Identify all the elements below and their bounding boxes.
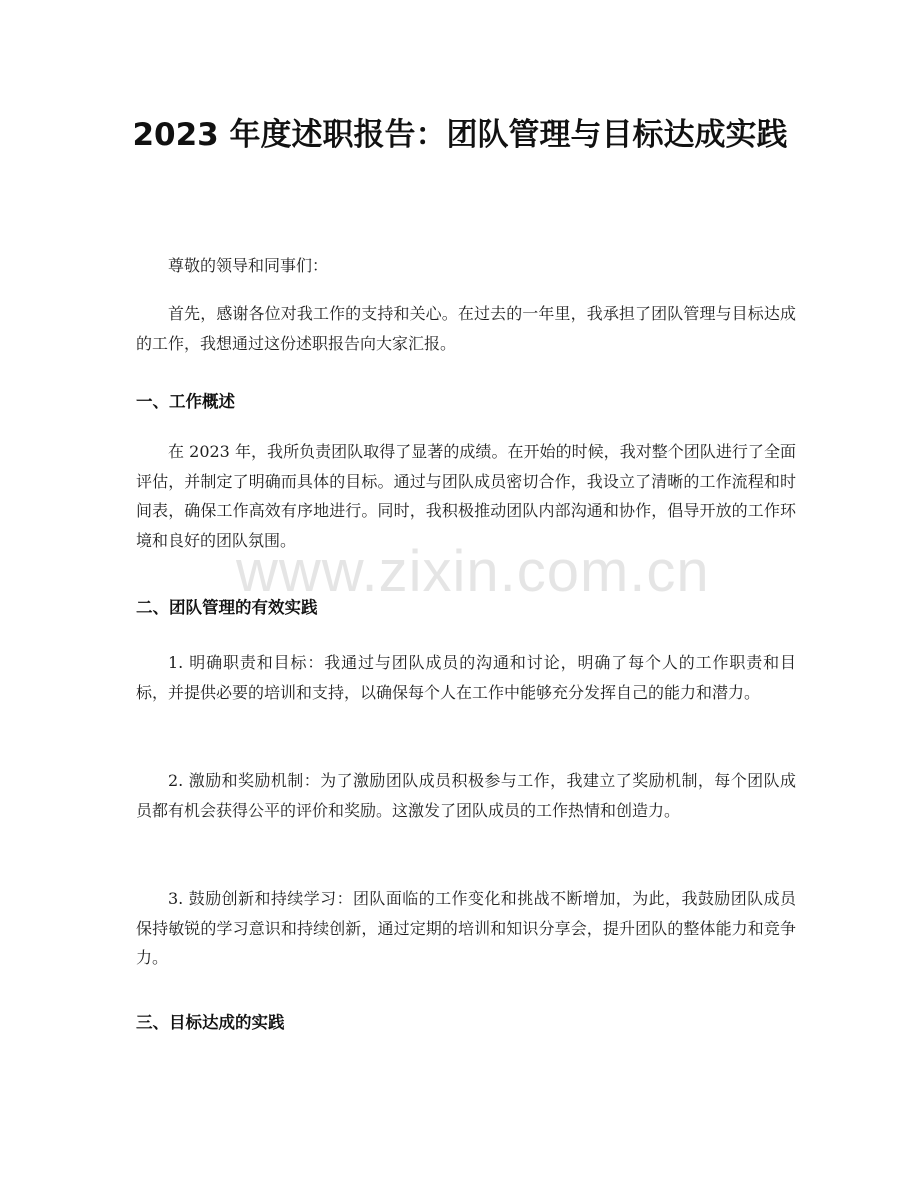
greeting: 尊敬的领导和同事们： xyxy=(168,256,329,275)
section-heading-overview: 一、工作概述 xyxy=(136,392,235,411)
list-item-innovation: 3. 鼓励创新和持续学习：团队面临的工作变化和挑战不断增加，为此，我鼓励团队成员保持敏锐的学习意识和持续创新，通过定期的培训和知识分享会，提升团队的整体能力和竞争力。 xyxy=(136,889,796,967)
document-title: 2023 年度述职报告：团队管理与目标达成实践 xyxy=(132,117,788,153)
section-heading-goal-achievement: 三、目标达成的实践 xyxy=(136,1013,285,1032)
watermark: www.zixin.com.cn xyxy=(236,539,710,604)
overview-paragraph: 在 2023 年，我所负责团队取得了显著的成绩。在开始的时候，我对整个团队进行了全面评估，并制定了明确而具体的目标。通过与团队成员密切合作，我设立了清晰的工作流程和时间表，确保工作高效有序地进行。同时，我积极推动团队内部沟通和协作，倡导开放的工作环境和良好的团队氛围。 xyxy=(136,442,796,550)
list-item-incentives: 2. 激励和奖励机制：为了激励团队成员积极参与工作，我建立了奖励机制，每个团队成员都有机会获得公平的评价和奖励。这激发了团队成员的工作热情和创造力。 xyxy=(136,771,796,820)
section-heading-team-management: 二、团队管理的有效实践 xyxy=(136,598,318,617)
list-item-responsibilities: 1. 明确职责和目标：我通过与团队成员的沟通和讨论，明确了每个人的工作职责和目标，并提供必要的培训和支持，以确保每个人在工作中能够充分发挥自己的能力和潜力。 xyxy=(136,653,796,702)
intro-paragraph: 首先，感谢各位对我工作的支持和关心。在过去的一年里，我承担了团队管理与目标达成的工作，我想通过这份述职报告向大家汇报。 xyxy=(136,304,796,353)
